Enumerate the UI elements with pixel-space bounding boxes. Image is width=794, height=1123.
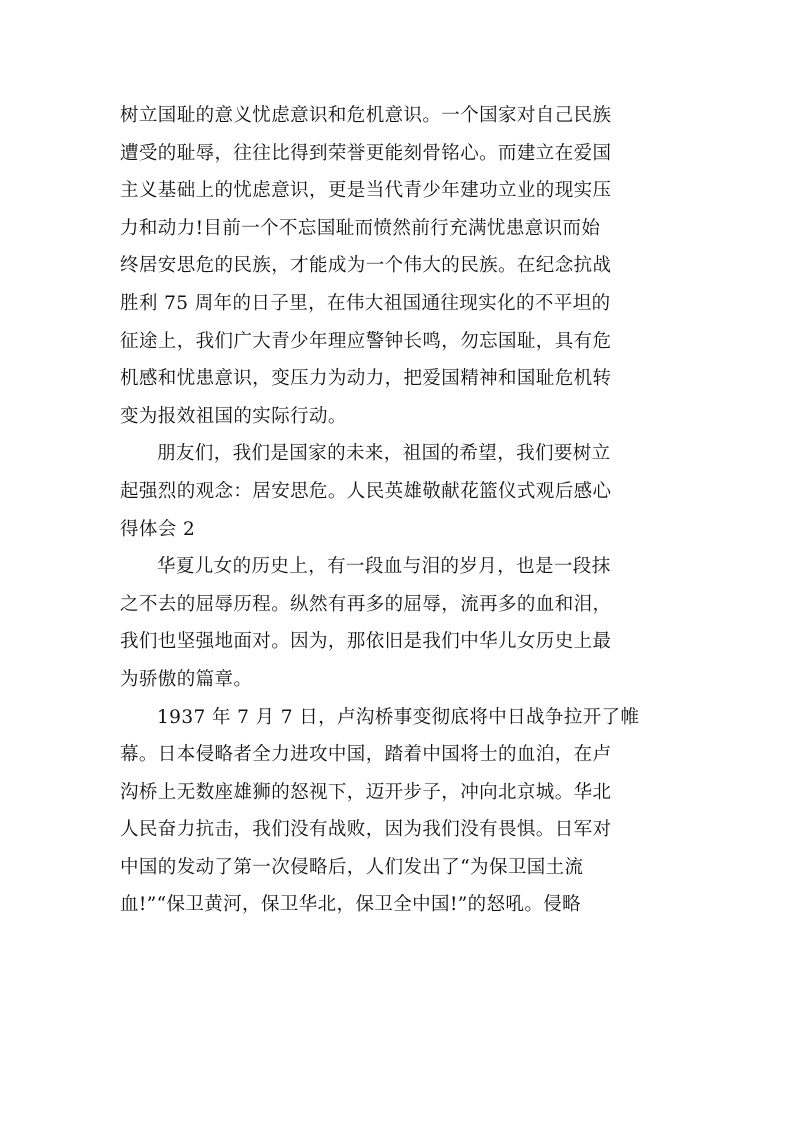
text-line: 血!”“保卫黄河，保卫华北，保卫全中国!”的怒吼。侵略 [120,894,582,916]
text-line: 征途上，我们广大青少年理应警钟长鸣，勿忘国耻，具有危 [120,330,612,352]
text-line: 之不去的屈辱历程。纵然有再多的屈辱，流再多的血和泪， [120,593,612,615]
text-line: 中国的发动了第一次侵略后，人们发出了“为保卫国土流 [120,856,584,878]
text-line: 胜利 75 周年的日子里，在伟大祖国通往现实化的不平坦的 [120,292,611,314]
text-line: 机感和忧患意识，变压力为动力，把爱国精神和国耻危机转 [120,368,612,390]
text-line: 我们也坚强地面对。因为，那依旧是我们中华儿女历史上最 [120,631,612,653]
text-line: 为骄傲的篇章。 [120,668,253,690]
text-line: 得体会 2 [120,518,196,540]
text-line: 沟桥上无数座雄狮的怒视下，迈开步子，冲向北京城。华北 [120,781,612,803]
text-line: 力和动力!目前一个不忘国耻而愤然前行充满忧患意识而始 [120,217,601,239]
text-line: 树立国耻的意义忧虑意识和危机意识。一个国家对自己民族 [120,105,612,126]
text-line: 1937 年 7 月 7 日，卢沟桥事变彻底将中日战争拉开了帷 [157,706,640,728]
text-line: 朋友们，我们是国家的未来，祖国的希望，我们要树立 [157,443,611,465]
text-line: 主义基础上的忧虑意识，更是当代青少年建功立业的现实压 [120,180,612,202]
text-line: 华夏儿女的历史上，有一段血与泪的岁月，也是一段抹 [157,556,611,578]
document-body [120,97,676,924]
text-line: 人民奋力抗击，我们没有战败，因为我们没有畏惧。日军对 [120,819,612,841]
text-line: 幕。日本侵略者全力进攻中国，踏着中国将士的血泊，在卢 [120,744,612,766]
text-line: 变为报效祖国的实际行动。 [120,405,347,427]
text-line: 遭受的耻辱，往往比得到荣誉更能刻骨铭心。而建立在爱国 [120,142,612,164]
text-line: 终居安思危的民族，才能成为一个伟大的民族。在纪念抗战 [120,255,612,277]
text-line: 起强烈的观念：居安思危。人民英雄敬献花篮仪式观后感心 [120,480,612,502]
